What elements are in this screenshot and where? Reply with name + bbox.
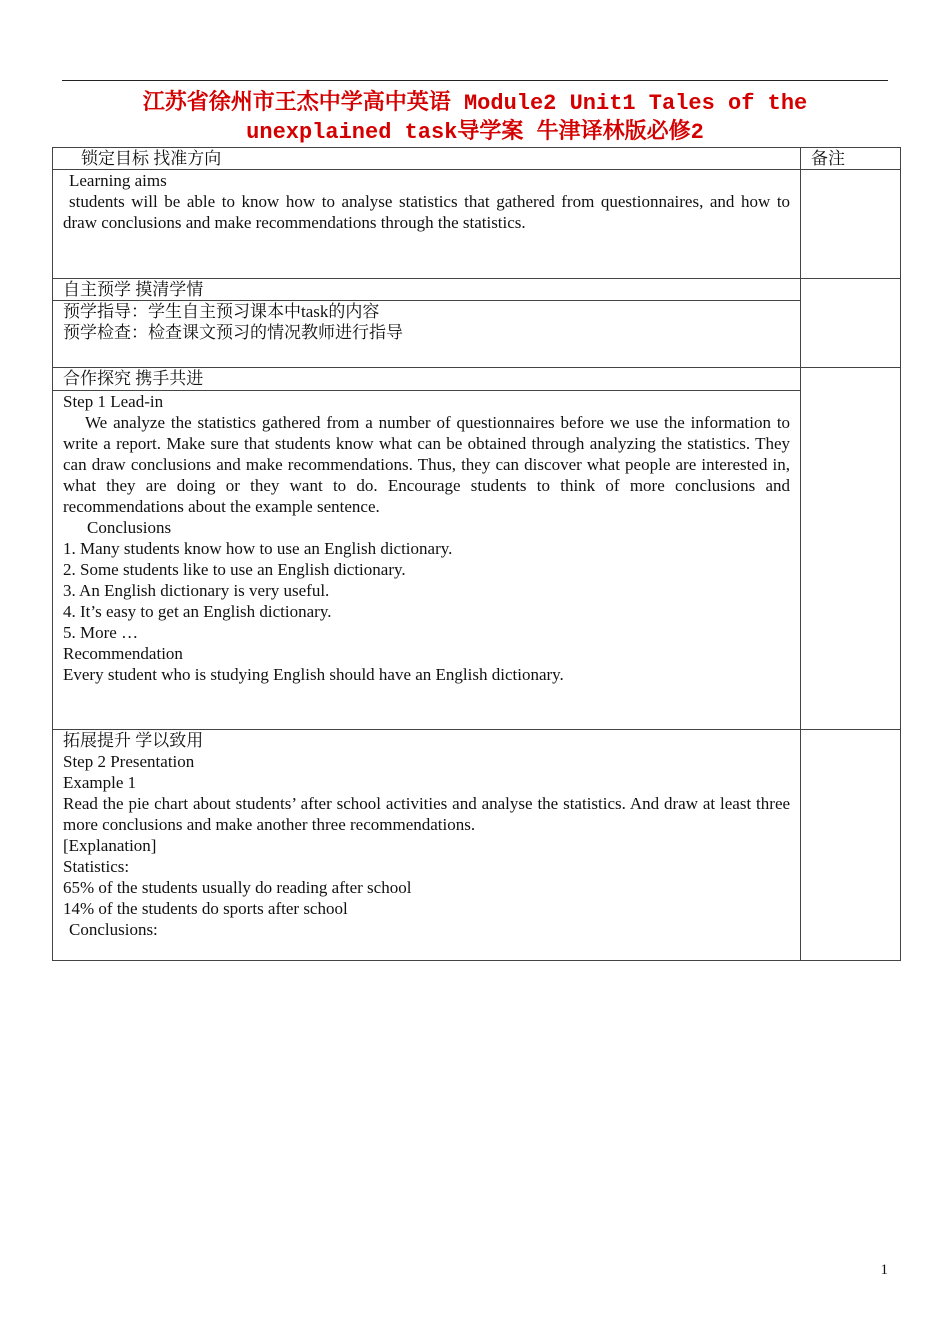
extend-heading: 拓展提升 学以致用 — [63, 731, 204, 750]
preview-heading: 自主预学 摸清学情 — [53, 279, 801, 301]
notes-cell-aims — [801, 170, 901, 279]
explanation-label: [Explanation] — [63, 836, 157, 855]
notes-cell-explore — [801, 368, 901, 730]
aims-text: students will be able to know how to analyse statistics that gathered from questionnaires, and how to draw conclusions and make recommendations through the statistics. — [63, 192, 791, 232]
conclusion-item: 2. Some students like to use an English dictionary. — [63, 560, 406, 579]
title-line-1: 江苏省徐州市王杰中学高中英语 Module2 Unit1 Tales of the — [142, 91, 808, 116]
explore-row — [53, 391, 901, 730]
recommendation-text: Every student who is studying English should have an English dictionary. — [63, 665, 564, 684]
aims-cell — [53, 170, 801, 279]
top-rule — [62, 80, 888, 81]
example-label: Example 1 — [63, 773, 137, 792]
conclusion-item: 5. More … — [63, 623, 139, 642]
conclusion-item: 4. It’s easy to get an English dictionary. — [63, 602, 332, 621]
lesson-table — [52, 147, 901, 961]
preview-cell — [53, 301, 801, 368]
header-row — [53, 148, 901, 170]
notes-cell-preview — [801, 279, 901, 368]
statistic-item: 14% of the students do sports after school — [63, 899, 348, 918]
preview-heading-row — [53, 279, 901, 301]
aims-heading: Learning aims — [69, 171, 167, 190]
extend-cell — [53, 730, 801, 961]
notes-cell-extend — [801, 730, 901, 961]
conclusion-item: 3. An English dictionary is very useful. — [63, 581, 330, 600]
explore-heading-row — [53, 368, 901, 391]
aims-row — [53, 170, 901, 279]
preview-check: 预学检查：检查课文预习的情况教师进行指导 — [63, 323, 403, 342]
explore-heading: 合作探究 携手共进 — [53, 368, 801, 391]
step2-label: Step 2 Presentation — [63, 752, 195, 771]
preview-row — [53, 301, 901, 368]
leadin-paragraph: We analyze the statistics gathered from a number of questionnaires before we use the information to write a report. Make sure that students know what can be obtained through analyzing the statistics. They can draw conclusions and make recommendations. Thus, they can discover what people are interested in, what they are doing or they want to do. Encourage students to think of more conclusions and recommendations about the example sentence. — [63, 413, 791, 516]
conclusions-label: Conclusions — [87, 518, 172, 537]
example-instruction: Read the pie chart about students’ after school activities and analyse the statistics. And draw at least three more conclusions and make another three recommendations. — [63, 794, 791, 834]
goal-heading: 锁定目标 找准方向 — [53, 148, 801, 170]
extend-row — [53, 730, 901, 961]
page-number: 1 — [880, 1262, 888, 1278]
title-line-2: unexplained task导学案 牛津译林版必修2 — [246, 120, 704, 145]
step1-label: Step 1 Lead-in — [63, 392, 164, 411]
explore-cell — [53, 391, 801, 730]
statistic-item: 65% of the students usually do reading after school — [63, 878, 412, 897]
statistics-label: Statistics: — [63, 857, 130, 876]
notes-heading: 备注 — [801, 148, 901, 170]
conclusion-item: 1. Many students know how to use an English dictionary. — [63, 539, 453, 558]
recommendation-label: Recommendation — [63, 644, 183, 663]
page-title — [62, 89, 888, 147]
preview-guide: 预学指导：学生自主预习课本中task的内容 — [63, 302, 380, 321]
extend-conclusions-label: Conclusions: — [69, 920, 158, 939]
